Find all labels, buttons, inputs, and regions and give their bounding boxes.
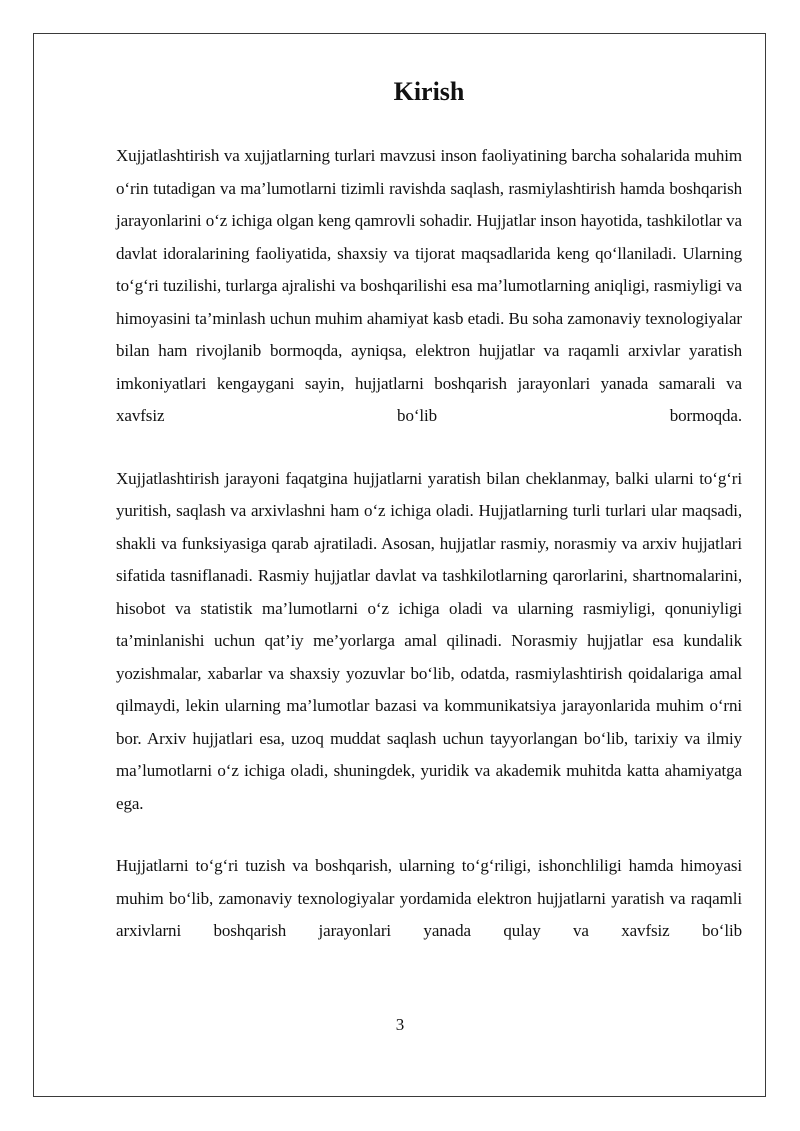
paragraph-3: Hujjatlarni to‘g‘ri tuzish va boshqarish, ularning to‘g‘riligi, ishonchliligi hamda himoyasi muhim bo‘lib, zamonaviy texnologiyalar yordamida elektron hujjatlarni yaratish va raqamli arxivlarni boshqarish jarayonlari yanada qulay va xavfsiz bo‘lib	[116, 856, 742, 940]
paragraph-2: Xujjatlashtirish jarayoni faqatgina hujjatlarni yaratish bilan cheklanmay, balki ularni to‘g‘ri yuritish, saqlash va arxivlashni ham o‘z ichiga oladi. Hujjatlarning turli turlari ular maqsadi, shakli va funksiyasiga qarab ajratiladi. Asosan, hujjatlar rasmiy, norasmiy va arxiv hujjatlari sifatida tasniflanadi. Rasmiy hujjatlar davlat va tashkilotlarning qarorlarini, shartnomalarini, hisobot va statistik ma’lumotlarni o‘z ichiga oladi va ularning rasmiyligi, qonuniyligi ta’minlanishi uchun qat’iy me’yorlarga amal qilinadi. Norasmiy hujjatlar esa kundalik yozishmalar, xabarlar va shaxsiy yozuvlar bo‘lib, odatda, rasmiylashtirish qoidalariga amal qilmaydi, lekin ularning ma’lumotlar bazasi va kommunikatsiya jarayonlarida muhim o‘rni bor. Arxiv hujjatlari esa, uzoq muddat saqlash uchun tayyorlangan bo‘lib, tarixiy va ilmiy ma’lumotlarni o‘z ichiga oladi, shuningdek, yuridik va akademik muhitda katta ahamiyatga ega.	[116, 468, 742, 813]
page-number: 3	[395, 1015, 405, 1034]
document-title: Kirish	[393, 77, 465, 106]
document-body	[116, 74, 742, 978]
paragraph-1: Xujjatlashtirish va xujjatlarning turlari mavzusi inson faoliyatining barcha sohalarida muhim o‘rin tutadigan va ma’lumotlarni tizimli ravishda saqlash, rasmiylashtirish hamda boshqarish jarayonlarini o‘z ichiga olgan keng qamrovli sohadir. Hujjatlar inson hayotida, tashkilotlar va davlat idoralarining faoliyatida, shaxsiy va tijorat maqsadlarida keng qo‘llaniladi. Ularning to‘g‘ri tuzilishi, turlarga ajralishi va boshqarilishi esa ma’lumotlarning aniqligi, rasmiyligi va himoyasini ta’minlash uchun muhim ahamiyat kasb etadi. Bu soha zamonaviy texnologiyalar bilan ham rivojlanib bormoqda, ayniqsa, elektron hujjatlar va raqamli arxivlar yaratish imkoniyatlari kengaygani sayin, hujjatlarni boshqarish jarayonlari yanada samarali va xavfsiz bo‘lib bormoqda.	[116, 146, 742, 425]
